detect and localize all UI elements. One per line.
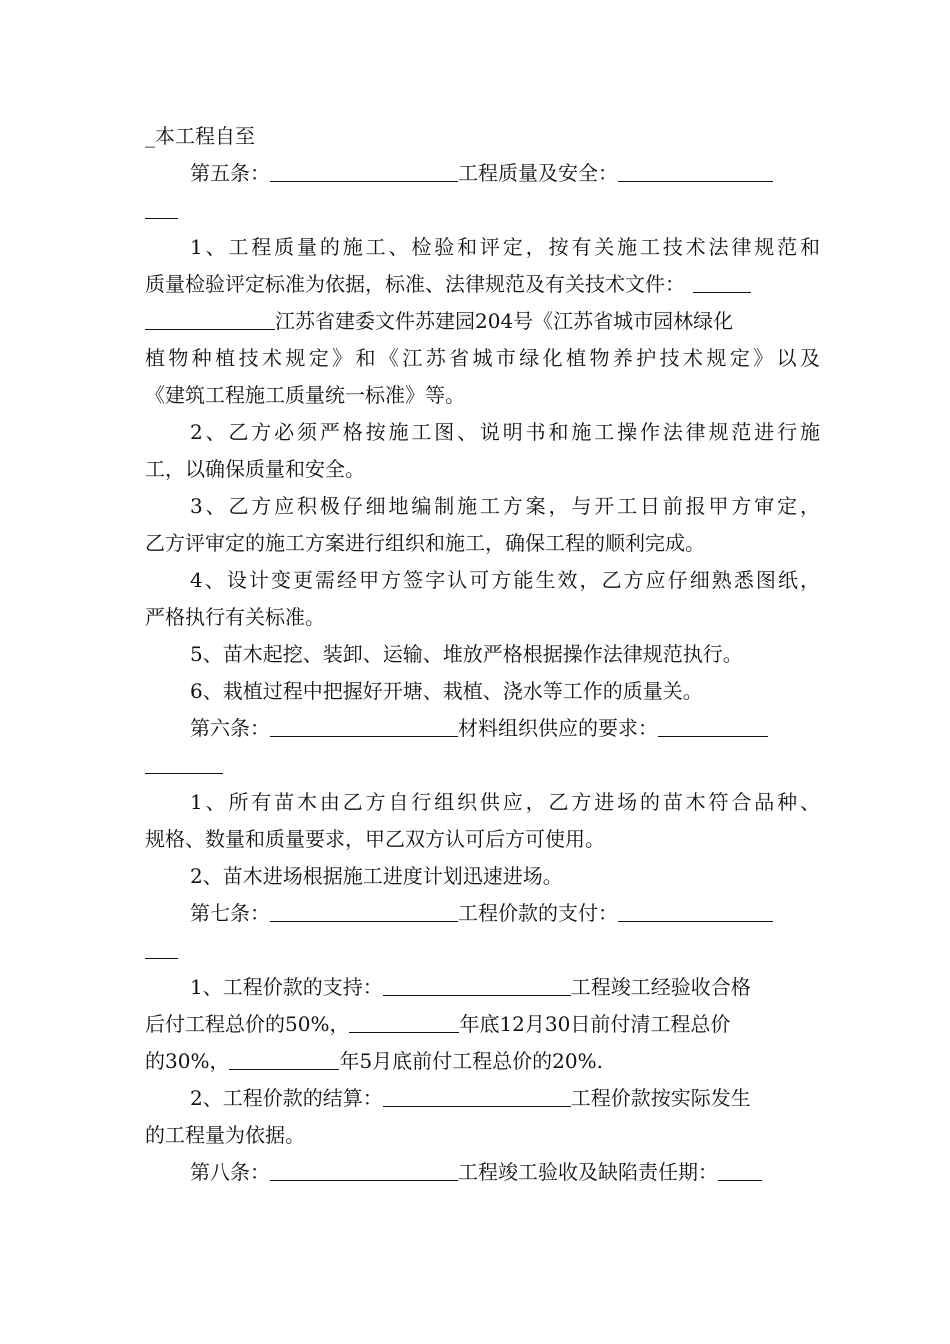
line-text: 3、乙方应积极仔细地编制施工方案，与开工日前报甲方审定， [190, 494, 820, 518]
blank-field [270, 899, 458, 922]
article-title: 工程竣工验收及缺陷责任期： [458, 1160, 718, 1184]
blank-field [270, 714, 458, 737]
line-text: 5、苗木起挖、装卸、运输、堆放严格根据操作法律规范执行。 [190, 642, 743, 666]
article-8-heading [190, 1154, 820, 1190]
text-line [145, 451, 820, 487]
article-5-heading [190, 155, 820, 191]
text-line [145, 1006, 820, 1042]
text-line [190, 562, 820, 598]
line-text: 1、工程价款的支持： [190, 975, 383, 999]
blank-field [145, 751, 223, 774]
text-line [145, 192, 820, 228]
text-line [190, 1080, 820, 1116]
blank-field [618, 159, 773, 182]
article-6-heading [190, 710, 820, 746]
blank-field [693, 270, 751, 293]
article-title: 材料组织供应的要求： [458, 716, 658, 740]
line-text: 江苏省建委文件苏建园204号《江苏省城市园林绿化 [275, 309, 734, 333]
blank-field [718, 1158, 762, 1181]
blank-field [270, 1158, 458, 1181]
text-line [190, 784, 820, 820]
blank-field [658, 714, 768, 737]
text-line [145, 932, 820, 968]
article-number: 第七条： [190, 901, 270, 925]
line-text: 乙方评审定的施工方案进行组织和施工，确保工程的顺利完成。 [145, 531, 705, 555]
blank-field [145, 196, 178, 219]
line-text: 1、所有苗木由乙方自行组织供应，乙方进场的苗木符合品种、 [190, 790, 820, 814]
text-line [145, 599, 820, 635]
blank-field [145, 936, 178, 959]
text-line [145, 1117, 820, 1153]
line-text: 工程竣工经验收合格 [570, 975, 751, 999]
blank-field [270, 159, 458, 182]
text-line [145, 821, 820, 857]
line-text: 2、苗木进场根据施工进度计划迅速进场。 [190, 864, 563, 888]
text-line [145, 118, 820, 154]
line-text: 的30%， [145, 1049, 230, 1073]
line-text: 2、乙方必须严格按施工图、说明书和施工操作法律规范进行施 [190, 420, 820, 444]
text-line [145, 303, 820, 339]
line-text: 1、工程质量的施工、检验和评定，按有关施工技术法律规范和 [190, 235, 820, 259]
text-line [145, 747, 820, 783]
line-text: 年5月底前付工程总价的20%. [339, 1049, 603, 1073]
text-line [190, 673, 820, 709]
line-text: _本工程自至 [145, 124, 255, 148]
text-line [145, 340, 820, 376]
line-text: 2、工程价款的结算： [190, 1086, 383, 1110]
article-title: 工程质量及安全： [458, 161, 618, 185]
text-line [190, 414, 820, 450]
article-number: 第八条： [190, 1160, 270, 1184]
line-text: 《建筑工程施工质量统一标准》等。 [145, 383, 465, 407]
line-text: 严格执行有关标准。 [145, 605, 325, 629]
line-text: 6、栽植过程中把握好开塘、栽植、浇水等工作的质量关。 [190, 679, 703, 703]
article-number: 第五条： [190, 161, 270, 185]
text-line [145, 525, 820, 561]
blank-field [145, 307, 275, 330]
blank-field [383, 973, 571, 996]
article-number: 第六条： [190, 716, 270, 740]
blank-field [618, 899, 773, 922]
text-line [190, 488, 820, 524]
text-line [145, 266, 820, 302]
blank-field [349, 1010, 459, 1033]
line-text: 植物种植技术规定》和《江苏省城市绿化植物养护技术规定》以及 [145, 346, 820, 370]
text-line [190, 636, 820, 672]
text-line [190, 858, 820, 894]
line-text: 年底12月30日前付清工程总价 [459, 1012, 731, 1036]
line-text: 的工程量为依据。 [145, 1123, 305, 1147]
text-line [190, 229, 820, 265]
line-text: 后付工程总价的50%， [145, 1012, 350, 1036]
article-title: 工程价款的支付： [458, 901, 618, 925]
line-text: 4、设计变更需经甲方签字认可方能生效，乙方应仔细熟悉图纸， [190, 568, 820, 592]
article-7-heading [190, 895, 820, 931]
line-text: 工程价款按实际发生 [570, 1086, 751, 1110]
line-text: 工，以确保质量和安全。 [145, 457, 365, 481]
text-line [145, 377, 820, 413]
blank-field [383, 1084, 571, 1107]
text-line [190, 969, 820, 1005]
text-line [145, 1043, 820, 1079]
blank-field [229, 1047, 339, 1070]
line-text: 规格、数量和质量要求，甲乙双方认可后方可使用。 [145, 827, 605, 851]
line-text: 质量检验评定标准为依据，标准、法律规范及有关技术文件： [145, 272, 685, 296]
